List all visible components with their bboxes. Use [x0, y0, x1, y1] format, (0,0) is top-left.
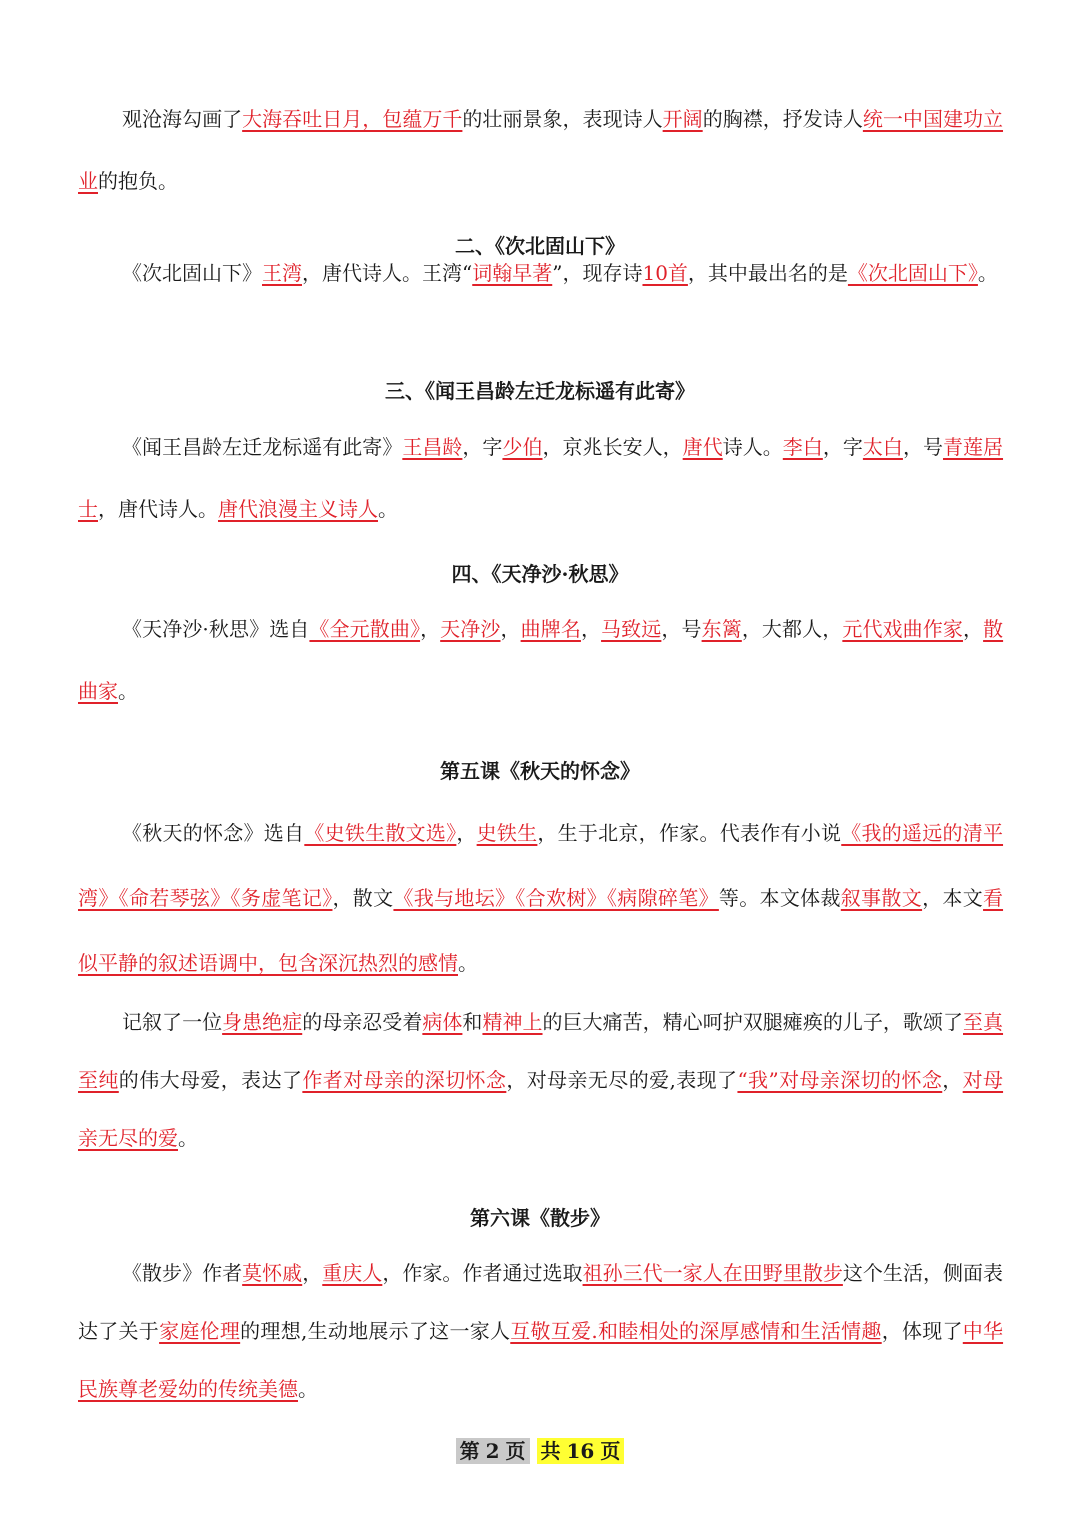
text: 的理想,生动地展示了这一家人: [240, 1319, 511, 1343]
footer-text: 页: [600, 1439, 621, 1463]
text: ”，现存诗: [552, 261, 643, 285]
text: ，其中最出名的是: [687, 261, 848, 285]
key-point: 《我与地坛》《合欢树》《病隙碎笔》: [393, 886, 719, 910]
page-number: 2: [485, 1439, 500, 1463]
text: ，: [942, 1068, 963, 1092]
total-pages-indicator: [537, 1438, 625, 1464]
key-point: 少伯: [502, 435, 543, 459]
key-point: 太白: [862, 435, 903, 459]
text: ，号: [902, 435, 943, 459]
text: ，生于北京，作家。代表作有小说: [537, 821, 842, 845]
key-point: 天净沙: [440, 617, 501, 641]
key-point: 李白: [782, 435, 823, 459]
text: 的伟大母爱，表达了: [118, 1068, 303, 1092]
text: ，: [302, 1261, 323, 1285]
text: 的巨大痛苦，精心呵护双腿瘫痪的儿子，歌颂了: [542, 1010, 964, 1034]
text: ，对母亲无尽的爱,表现了: [506, 1068, 738, 1092]
text: ，字: [462, 435, 503, 459]
key-point: 统一中国建功立业: [78, 107, 1004, 193]
text: 记叙了一位: [122, 1010, 223, 1034]
text: ，体现了: [881, 1319, 963, 1343]
key-point: 王昌龄: [402, 435, 463, 459]
key-point: 散曲家: [78, 617, 1004, 703]
section-heading-4: 四、《天净沙·秋思》: [451, 562, 629, 586]
text: ，: [500, 617, 521, 641]
key-point: 对母亲无尽的爱: [78, 1068, 1004, 1150]
footer-text: 页: [505, 1439, 526, 1463]
key-point: 精神上: [482, 1010, 543, 1034]
key-point: 词翰早著: [472, 261, 553, 285]
text: ，: [962, 617, 984, 641]
text: ，唐代诗人。: [98, 497, 218, 521]
key-point: 叙事散文: [840, 886, 923, 910]
text: 《次北固山下》: [122, 261, 262, 285]
key-point: 至真至纯: [78, 1010, 1004, 1092]
text: ，: [580, 617, 602, 641]
paragraph-qiutiandehuainian-1: [78, 801, 1003, 996]
key-point: 青莲居士: [78, 435, 1004, 521]
text: 。: [178, 1126, 198, 1150]
text: 。: [977, 261, 998, 285]
key-point: 曲牌名: [520, 617, 581, 641]
key-point: 互敬互爱.和睦相处的深厚感情和生活情趣: [510, 1319, 882, 1343]
key-point: 莫怀戚: [242, 1261, 303, 1285]
paragraph-qiutiandehuainian-2: [78, 993, 1003, 1167]
section-heading-3: 三、《闻王昌龄左迁龙标遥有此寄》: [385, 379, 695, 403]
key-point: 元代戏曲作家: [842, 617, 963, 641]
footer-text: 共: [540, 1439, 561, 1463]
text: 的壮丽景象，表现诗人: [462, 107, 663, 131]
total-pages: 16: [566, 1439, 595, 1463]
paragraph-tianjingsha: [78, 598, 1003, 722]
text: 。: [298, 1377, 318, 1401]
paragraph-guancanghai: [78, 88, 1003, 212]
text: ，本文: [922, 886, 984, 910]
key-point: 中华民族尊老爱幼的传统美德: [78, 1319, 1004, 1401]
paragraph-sanbu: [78, 1244, 1003, 1418]
text: 的抱负。: [98, 169, 178, 193]
text: ，京兆长安人，: [542, 435, 683, 459]
text: ，字: [822, 435, 863, 459]
text: 和: [462, 1010, 483, 1034]
key-point: 大海吞吐日月，包蕴万千: [242, 107, 463, 131]
key-point: 作者对母亲的深切怀念: [302, 1068, 507, 1092]
text: 等。本文体裁: [718, 886, 841, 910]
key-point: 马致远: [601, 617, 662, 641]
text: 。: [378, 497, 398, 521]
text: 诗人。: [722, 435, 783, 459]
page-indicator: [456, 1438, 530, 1464]
text: 这个生活，侧面表达了关于: [78, 1261, 1004, 1343]
text: 观沧海勾画了: [122, 107, 243, 131]
key-point: 史铁生: [476, 821, 538, 845]
footer-text: 第: [459, 1439, 480, 1463]
text: 。: [118, 679, 138, 703]
text: ，作家。作者通过选取: [382, 1261, 583, 1285]
section-heading-2: 二、《次北固山下》: [455, 234, 625, 258]
key-point: 唐代: [682, 435, 723, 459]
key-point: “我”对母亲深切的怀念: [737, 1068, 943, 1092]
key-point: 开阔: [662, 107, 703, 131]
key-point: 《我的遥远的清平湾》《命若琴弦》《务虚笔记》: [78, 821, 1004, 910]
text: ，: [420, 617, 441, 641]
text: 的胸襟，抒发诗人: [702, 107, 863, 131]
text: 《散步》作者: [122, 1261, 243, 1285]
text: ，唐代诗人。王湾“: [302, 261, 473, 285]
key-point: 《史铁生散文选》: [304, 821, 457, 845]
text: ，大都人，: [741, 617, 843, 641]
paragraph-cibeigushanxia: [78, 252, 1003, 294]
key-point: 重庆人: [322, 1261, 383, 1285]
text: 《天净沙·秋思》选自: [122, 617, 310, 641]
text: ，号: [661, 617, 702, 641]
key-point: 唐代浪漫主义诗人: [218, 497, 378, 521]
key-point: 《次北固山下》: [847, 261, 978, 285]
key-point: 祖孙三代一家人在田野里散步: [582, 1261, 843, 1285]
lesson-heading-5: 第五课《秋天的怀念》: [440, 759, 640, 783]
key-point: 10首: [642, 261, 688, 285]
text: ，: [456, 821, 477, 845]
paragraph-wenwangchangling: [78, 416, 1003, 540]
key-point: 病体: [422, 1010, 463, 1034]
page-footer: [0, 1435, 1080, 1464]
lesson-heading-6: 第六课《散步》: [470, 1206, 610, 1230]
key-point: 身患绝症: [222, 1010, 303, 1034]
text: ，散文: [332, 886, 394, 910]
text: 《闻王昌龄左迁龙标遥有此寄》: [122, 435, 403, 459]
text: 的母亲忍受着: [302, 1010, 423, 1034]
key-point: 看似平静的叙述语调中，包含深沉热烈的感情: [78, 886, 1004, 975]
key-point: 《全元散曲》: [309, 617, 421, 641]
text: 。: [458, 951, 478, 975]
key-point: 王湾: [262, 261, 302, 285]
key-point: 家庭伦理: [159, 1319, 241, 1343]
key-point: 东篱: [701, 617, 742, 641]
text: 《秋天的怀念》选自: [122, 821, 305, 845]
